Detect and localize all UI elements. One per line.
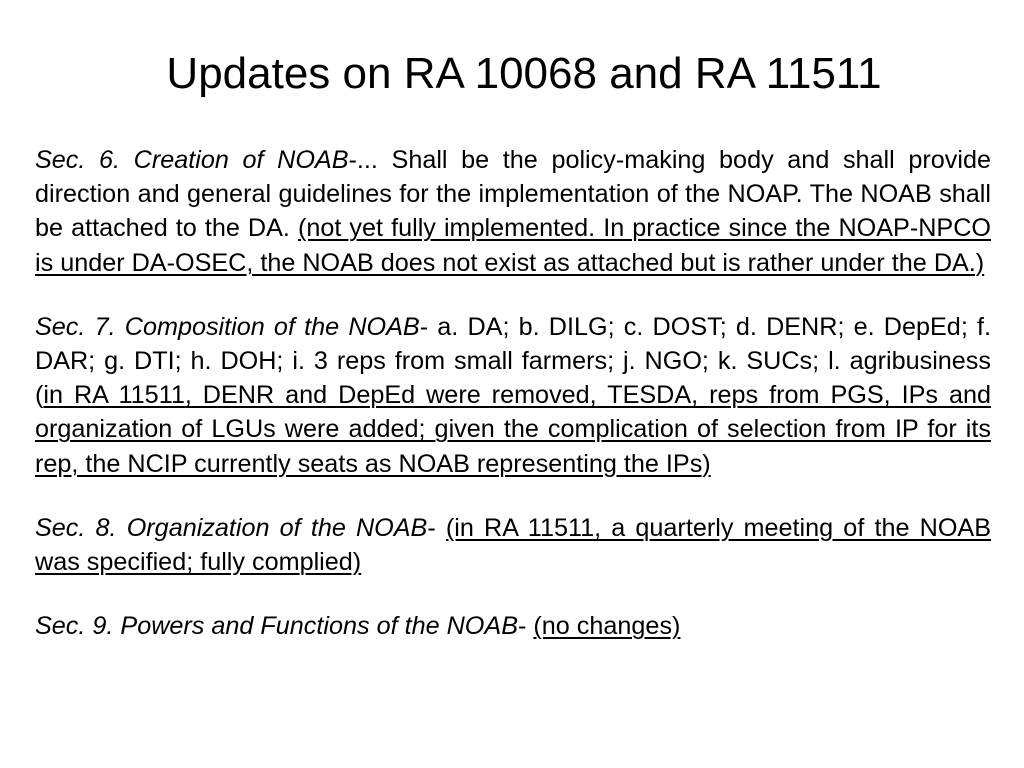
section-6-paragraph xyxy=(35,143,991,280)
section-update-note: (no changes) xyxy=(533,612,681,641)
slide-title: Updates on RA 10068 and RA 11511 xyxy=(166,49,882,98)
section-update-note: (in RA 11511, a quarterly meeting of the NOAB was specified; fully complied) xyxy=(35,513,992,577)
section-heading: Sec. 6. Creation of NOAB xyxy=(35,146,349,174)
section-text: -... Shall be the policy-making body and shall provide direction and general guidelines for the implementation of the NOAP. The NOAB shall be attached to the DA. xyxy=(35,146,991,243)
section-heading: Sec. 8. Organization of the NOAB xyxy=(35,513,428,542)
section-9-paragraph xyxy=(35,609,991,643)
section-7-paragraph xyxy=(35,310,991,481)
section-text: - xyxy=(427,513,446,542)
section-heading: Sec. 7. Composition of the NOAB xyxy=(35,312,420,341)
section-text: - a. DA; b. DILG; c. DOST; d. DENR; e. DepEd; f. DAR; g. DTI; h. DOH; i. 3 reps from small farmers; j. NGO; k. SUCs; l. agribusiness ( xyxy=(35,312,991,410)
section-text: - xyxy=(518,612,534,641)
slide-content xyxy=(35,143,991,673)
section-8-paragraph xyxy=(35,511,991,579)
section-update-note: in RA 11511, DENR and DepEd were removed, TESDA, reps from PGS, IPs and organization of LGUs were added; given the complication of selection from IP for its rep, the NCIP currently seats as NOAB representing the IPs) xyxy=(35,381,991,478)
section-heading: Sec. 9. Powers and Functions of the NOAB xyxy=(35,612,519,641)
section-update-note: (not yet fully implemented. In practice since the NOAP-NPCO is under DA-OSEC, the NOAB does not exist as attached but is rather under the DA.) xyxy=(35,214,991,277)
